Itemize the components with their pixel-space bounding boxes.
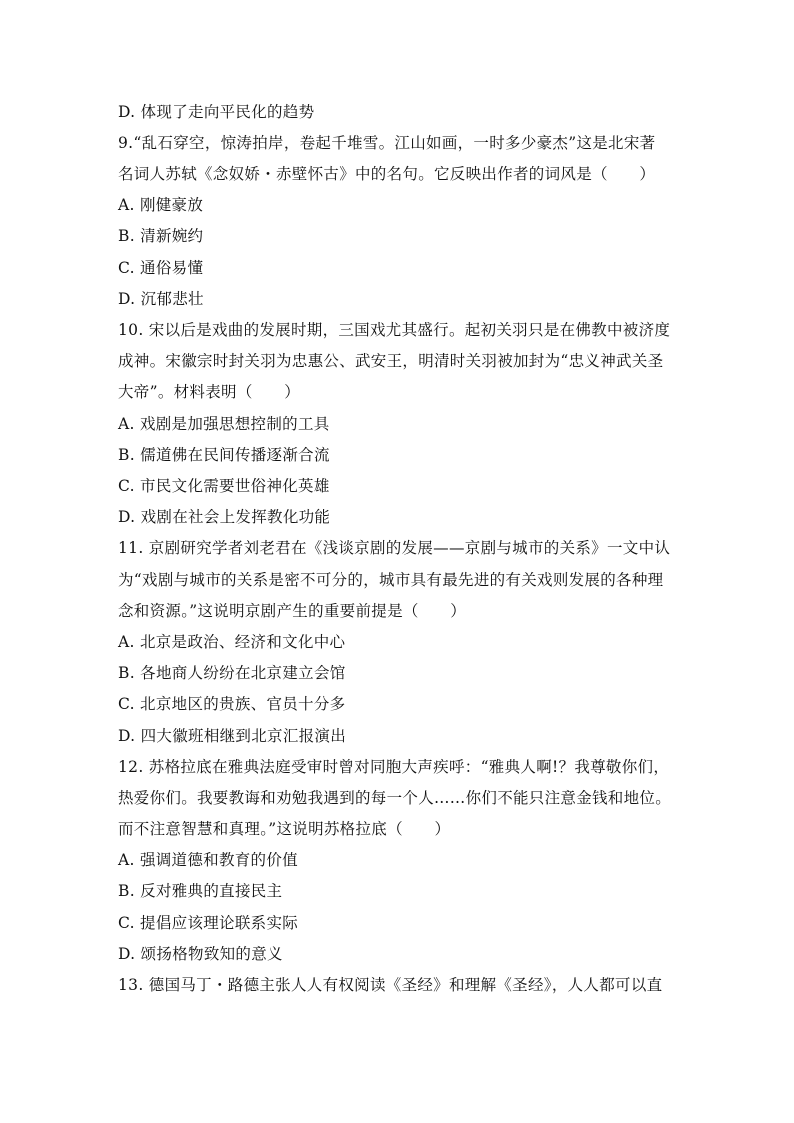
option-10c: C. 市民文化需要世俗神化英雄	[118, 477, 330, 495]
option-9d: D. 沉郁悲壮	[118, 290, 204, 308]
option-12d: D. 颂扬格物致知的意义	[118, 945, 283, 963]
question-11-line-2: 为“戏剧与城市的关系是密不可分的，城市具有最先进的有关戏则发展的各种理	[118, 571, 664, 589]
option-8d: D. 体现了走向平民化的趋势	[118, 103, 315, 121]
option-10a: A. 戏剧是加强思想控制的工具	[118, 415, 330, 433]
option-10b: B. 儒道佛在民间传播逐渐合流	[118, 446, 330, 464]
option-12b: B. 反对雅典的直接民主	[118, 882, 283, 900]
option-11d: D. 四大徽班相继到北京汇报演出	[118, 727, 347, 745]
question-9-line-2: 名词人苏轼《念奴娇・赤壁怀古》中的名句。它反映出作者的词风是（ ）	[118, 165, 656, 183]
question-13-line-1: 13. 德国马丁・路德主张人人有权阅读《圣经》和理解《圣经》，人人都可以直	[118, 976, 663, 994]
option-11a: A. 北京是政治、经济和文化中心	[118, 633, 346, 651]
question-11-line-3: 念和资源。”这说明京剧产生的重要前提是（ ）	[118, 602, 467, 620]
question-10-line-2: 成神。宋徽宗时封关羽为忠惠公、武安王，明清时关羽被加封为“忠义神武关圣	[118, 352, 664, 370]
question-11-line-1: 11. 京剧研究学者刘老君在《浅谈京剧的发展——京剧与城市的关系》一文中认	[118, 539, 671, 557]
question-10-line-1: 10. 宋以后是戏曲的发展时期，三国戏尤其盛行。起初关羽只是在佛教中被济度	[118, 321, 671, 339]
option-12a: A. 强调道德和教育的价值	[118, 851, 298, 869]
option-9b: B. 清新婉约	[118, 227, 204, 245]
option-11b: B. 各地商人纷纷在北京建立会馆	[118, 664, 346, 682]
option-10d: D. 戏剧在社会上发挥教化功能	[118, 508, 331, 526]
question-12-line-1: 12. 苏格拉底在雅典法庭受审时曾对同胞大声疾呼：“雅典人啊!？我尊敬你们，	[118, 758, 670, 776]
option-9a: A. 刚健豪放	[118, 196, 204, 214]
question-9-line-1: 9.“乱石穿空，惊涛拍岸，卷起千堆雪。江山如画，一时多少豪杰”这是北宋著	[118, 134, 656, 152]
option-9c: C. 通俗易懂	[118, 259, 204, 277]
question-12-line-3: 而不注意智慧和真理。”这说明苏格拉底（ ）	[118, 820, 451, 838]
option-11c: C. 北京地区的贵族、官员十分多	[118, 695, 346, 713]
question-12-line-2: 热爱你们。我要教诲和劝勉我遇到的每一个人……你们不能只注意金钱和地位。	[118, 789, 672, 807]
option-12c: C. 提倡应该理论联系实际	[118, 914, 299, 932]
question-10-line-3: 大帝”。材料表明（ ）	[118, 383, 301, 401]
